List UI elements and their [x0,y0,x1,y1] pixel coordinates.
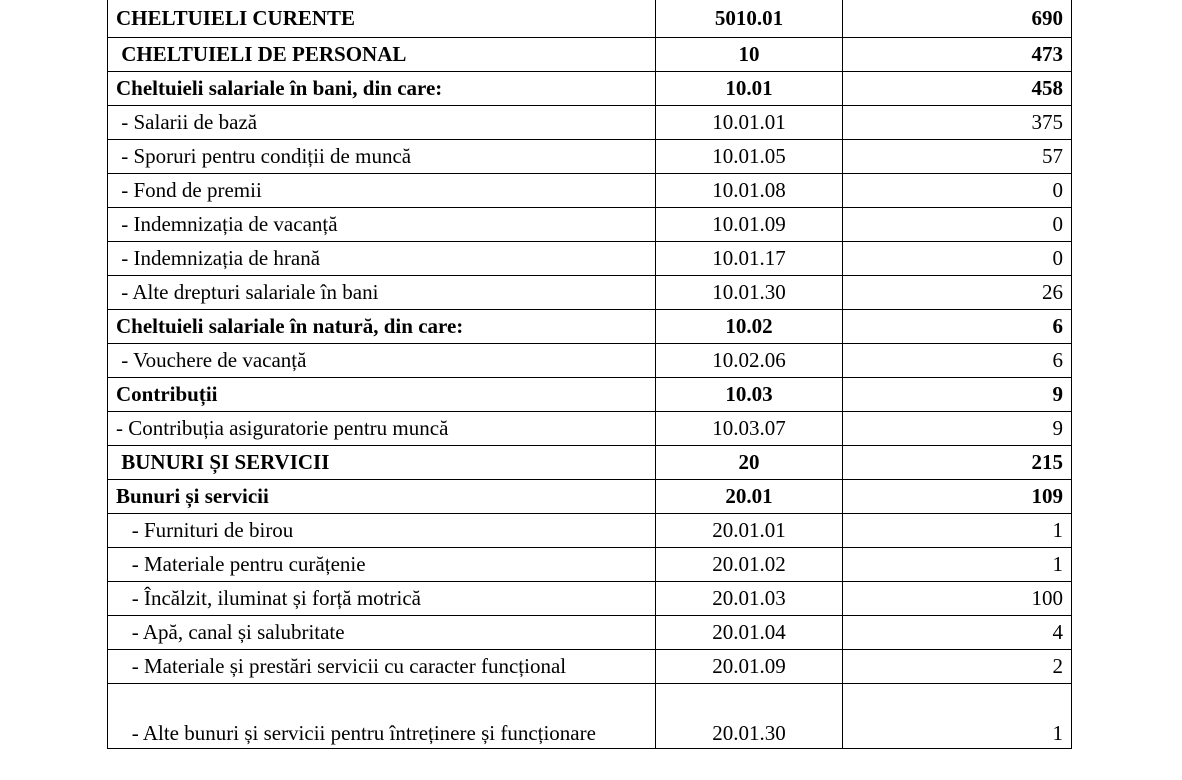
table-row [108,649,1072,683]
row-label: CHELTUIELI DE PERSONAL [108,37,656,71]
row-code: 10 [656,37,843,71]
table-row [108,615,1072,649]
row-value: 473 [843,37,1072,71]
row-label: Bunuri și servicii [108,479,656,513]
row-label: Cheltuieli salariale în bani, din care: [108,71,656,105]
row-code: 10.01.05 [656,139,843,173]
table-row [108,37,1072,71]
table-row [108,581,1072,615]
row-code: 10.03 [656,377,843,411]
table-row [108,241,1072,275]
table-row [108,513,1072,547]
row-code: 20.01.01 [656,513,843,547]
row-code: 20 [656,445,843,479]
row-code: 20.01 [656,479,843,513]
table-row [108,547,1072,581]
row-label: - Salarii de bază [108,105,656,139]
row-value: 9 [843,411,1072,445]
table-row [108,479,1072,513]
row-code: 20.01.02 [656,547,843,581]
table-row [108,71,1072,105]
table-row [108,411,1072,445]
row-code: 10.01.30 [656,275,843,309]
row-label: BUNURI ȘI SERVICII [108,445,656,479]
row-label: - Contribuția asiguratorie pentru muncă [108,411,656,445]
row-code: 20.01.03 [656,581,843,615]
row-value: 0 [843,173,1072,207]
table-row [108,683,1072,748]
table-row [108,309,1072,343]
row-label: - Vouchere de vacanță [108,343,656,377]
row-label: - Indemnizația de hrană [108,241,656,275]
row-value: 9 [843,377,1072,411]
table-row [108,173,1072,207]
row-value: 6 [843,309,1072,343]
row-label: Contribuții [108,377,656,411]
row-label: - Sporuri pentru condiții de muncă [108,139,656,173]
row-value: 57 [843,139,1072,173]
row-label: - Furnituri de birou [108,513,656,547]
row-label: - Apă, canal și salubritate [108,615,656,649]
row-code: 10.02 [656,309,843,343]
row-value: 690 [843,0,1072,37]
budget-table [107,0,1072,749]
row-value: 1 [843,547,1072,581]
table-row [108,377,1072,411]
row-code: 10.01.17 [656,241,843,275]
row-code: 20.01.30 [656,683,843,748]
row-code: 10.01 [656,71,843,105]
row-code: 10.01.08 [656,173,843,207]
row-code: 5010.01 [656,0,843,37]
budget-table-body [108,0,1072,748]
row-code: 20.01.04 [656,615,843,649]
table-row [108,139,1072,173]
row-label: - Fond de premii [108,173,656,207]
row-label: - Materiale pentru curățenie [108,547,656,581]
row-value: 6 [843,343,1072,377]
table-row [108,105,1072,139]
table-row [108,275,1072,309]
row-value: 100 [843,581,1072,615]
row-code: 10.03.07 [656,411,843,445]
row-value: 0 [843,207,1072,241]
row-value: 215 [843,445,1072,479]
row-value: 0 [843,241,1072,275]
row-label: - Indemnizația de vacanță [108,207,656,241]
row-label: - Alte bunuri și servicii pentru întreținere și funcționare [108,683,656,748]
row-value: 26 [843,275,1072,309]
table-row [108,207,1072,241]
table-row [108,445,1072,479]
row-value: 375 [843,105,1072,139]
row-label: - Alte drepturi salariale în bani [108,275,656,309]
row-value: 2 [843,649,1072,683]
row-code: 10.01.01 [656,105,843,139]
row-value: 458 [843,71,1072,105]
row-label: - Materiale și prestări servicii cu caracter funcțional [108,649,656,683]
row-code: 20.01.09 [656,649,843,683]
row-value: 1 [843,683,1072,748]
row-label: CHELTUIELI CURENTE [108,0,656,37]
row-code: 10.02.06 [656,343,843,377]
row-value: 109 [843,479,1072,513]
row-value: 1 [843,513,1072,547]
row-label: - Încălzit, iluminat și forță motrică [108,581,656,615]
table-row [108,0,1072,37]
row-label: Cheltuieli salariale în natură, din care: [108,309,656,343]
table-row [108,343,1072,377]
row-value: 4 [843,615,1072,649]
row-code: 10.01.09 [656,207,843,241]
